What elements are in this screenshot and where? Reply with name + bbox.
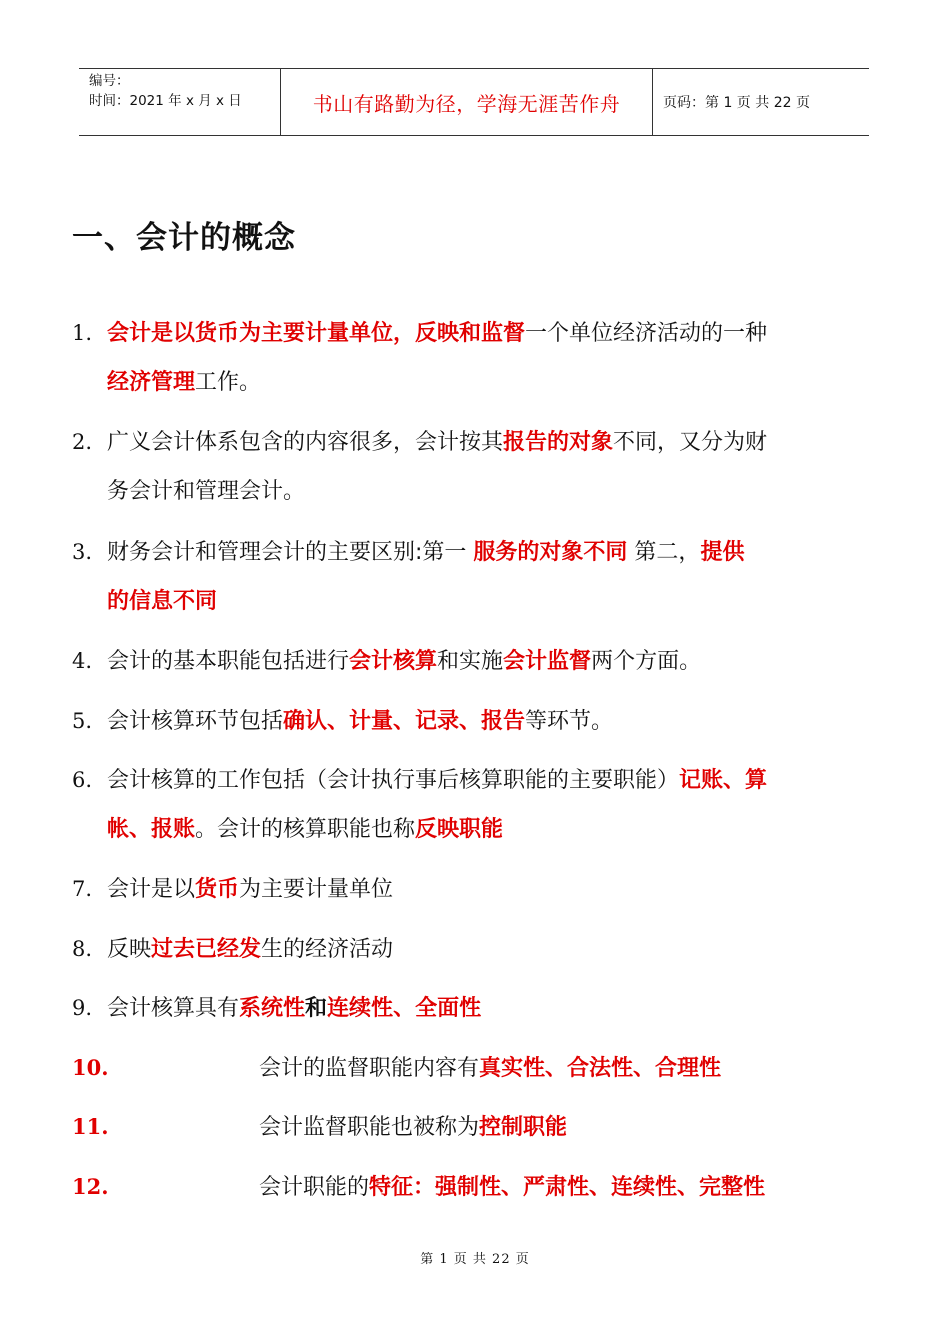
list-text [107, 418, 880, 516]
plain-text: 和 [305, 996, 328, 1021]
plain-text: 财务会计和管理会计的主要区别:第一 [107, 540, 474, 565]
list-text [107, 528, 880, 626]
list-number: 9. [72, 996, 93, 1020]
page-header [79, 68, 869, 136]
plain-text: 反映 [107, 937, 152, 962]
highlight-text: 会计是以货币为主要计量单位，反映和监督 [107, 321, 526, 346]
highlight-text: 记账、算 [679, 768, 768, 793]
list-number: 12. [72, 1174, 109, 1199]
plain-text: 等环节。 [525, 709, 614, 734]
header-page-number: 页码：第 1 页 共 22 页 [663, 95, 810, 111]
highlight-text: 反映职能 [415, 817, 504, 842]
highlight-text: 特征：强制性、严肃性、连续性、完整性 [369, 1175, 766, 1200]
page-footer: 第 1 页 共 22 页 [420, 1252, 530, 1267]
list-number: 8. [72, 937, 93, 961]
section-title: 一、会计的概念 [72, 220, 296, 256]
plain-text: 生的经济活动 [261, 937, 394, 962]
list-number: 4. [72, 649, 93, 673]
list-text [107, 925, 880, 974]
plain-text: 会计监督职能也被称为 [259, 1115, 480, 1140]
list-text [259, 1103, 880, 1152]
list-text [107, 309, 880, 407]
list-text [107, 756, 880, 854]
list-text [107, 984, 880, 1033]
highlight-text: 会计监督 [503, 649, 592, 674]
plain-text: 会计的监督职能内容有 [259, 1056, 480, 1081]
plain-text: 两个方面。 [591, 649, 702, 674]
list-text [107, 637, 880, 686]
highlight-text: 提供 [700, 540, 745, 565]
list-text [259, 1163, 880, 1212]
highlight-text: 确认、计量、记录、报告 [283, 709, 526, 734]
document-number: 编号： [89, 73, 130, 89]
document-date: 时间：2021 年 x 月 x 日 [89, 93, 242, 109]
list-number: 1. [72, 321, 93, 345]
list-text [107, 865, 880, 914]
header-motto: 书山有路勤为径，学海无涯苦作舟 [281, 69, 653, 135]
list-number: 7. [72, 877, 93, 901]
plain-text: 工作。 [195, 370, 262, 395]
highlight-text: 服务的对象不同 [473, 540, 628, 565]
list-number: 11. [72, 1114, 109, 1139]
list-number: 6. [72, 768, 93, 792]
list-number: 3. [72, 540, 93, 564]
list-text [259, 1044, 880, 1093]
plain-text: 务会计和管理会计。 [107, 479, 306, 504]
list-number: 5. [72, 709, 93, 733]
header-meta [79, 69, 281, 135]
plain-text: 会计核算具有 [107, 996, 240, 1021]
highlight-text: 的信息不同 [107, 589, 218, 614]
list-number: 10. [72, 1055, 109, 1080]
plain-text: 不同，又分为财 [613, 430, 768, 455]
plain-text: 为主要计量单位 [239, 877, 394, 902]
highlight-text: 控制职能 [479, 1115, 568, 1140]
plain-text: 和实施 [437, 649, 504, 674]
highlight-text: 、全面性 [393, 996, 482, 1021]
plain-text: 第二， [627, 540, 701, 565]
highlight-text: 会计核算 [349, 649, 438, 674]
highlight-text: 帐、报账 [107, 817, 196, 842]
plain-text: 。会计的核算职能也称 [195, 817, 416, 842]
highlight-text: 过去已经发 [151, 937, 262, 962]
plain-text: 会计职能的 [259, 1175, 370, 1200]
highlight-text: 报告的对象 [503, 430, 614, 455]
highlight-text: 系统性 [239, 996, 306, 1021]
plain-text: 会计的基本职能包括进行 [107, 649, 350, 674]
highlight-text: 货币 [195, 877, 240, 902]
plain-text: 会计核算环节包括 [107, 709, 284, 734]
plain-text: 广义会计体系包含的内容很多，会计按其 [107, 430, 504, 455]
plain-text: 会计是以 [107, 877, 196, 902]
list-number: 2. [72, 430, 93, 454]
highlight-text: 连续性 [327, 996, 394, 1021]
plain-text: 一个单位经济活动的一种 [525, 321, 768, 346]
list-text [107, 697, 880, 746]
plain-text: 会计核算的工作包括（会计执行事后核算职能的主要职能） [107, 768, 680, 793]
highlight-text: 经济管理 [107, 370, 196, 395]
highlight-text: 真实性、合法性、合理性 [479, 1056, 722, 1081]
